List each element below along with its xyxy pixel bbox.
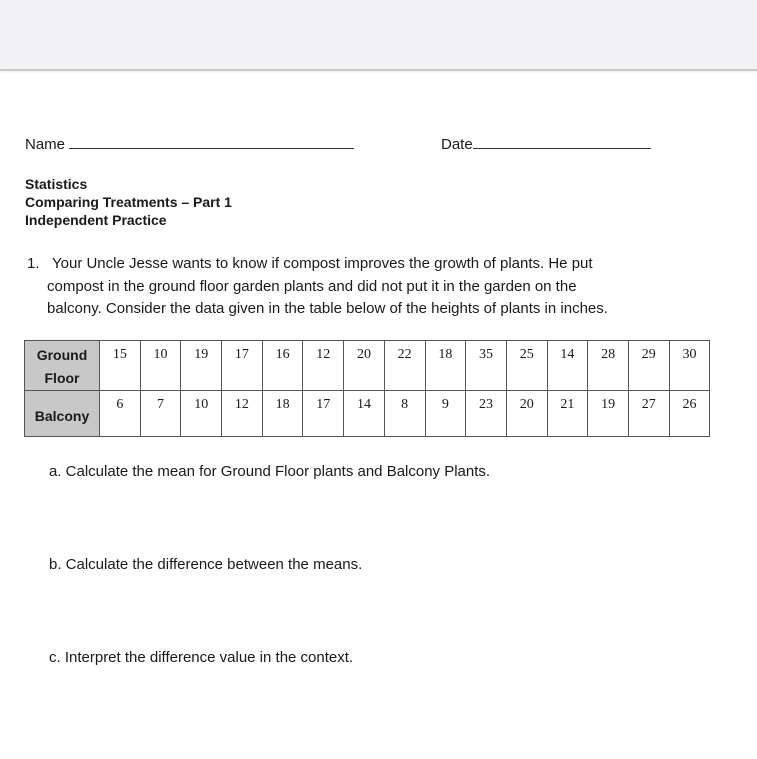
question-b: b. Calculate the difference between the means. xyxy=(49,556,363,573)
table-cell: 12 xyxy=(222,391,263,437)
table-cell: 17 xyxy=(303,391,344,437)
table-cell: 6 xyxy=(100,391,141,437)
table-cell: 9 xyxy=(425,391,466,437)
name-blank-line xyxy=(69,148,354,149)
name-label: Name xyxy=(25,136,66,153)
viewer-toolbar xyxy=(0,0,757,71)
table-cell: 35 xyxy=(466,341,507,391)
table-cell: 26 xyxy=(669,391,710,437)
table-cell: 22 xyxy=(384,341,425,391)
question-c: c. Interpret the difference value in the context. xyxy=(49,649,354,666)
table-row-balcony xyxy=(25,391,710,437)
table-cell: 10 xyxy=(140,341,181,391)
table-cell: 15 xyxy=(100,341,141,391)
date-blank-line xyxy=(473,148,651,149)
table-cell: 25 xyxy=(506,341,547,391)
name-field xyxy=(25,136,354,153)
plant-height-table xyxy=(24,340,710,437)
title-topic: Comparing Treatments – Part 1 xyxy=(25,194,232,210)
row-header-line: Balcony xyxy=(34,408,90,424)
table-cell: 14 xyxy=(344,391,385,437)
table-cell: 16 xyxy=(262,341,303,391)
title-subject: Statistics xyxy=(25,176,88,192)
table-cell: 19 xyxy=(181,341,222,391)
date-label: Date xyxy=(441,136,473,153)
problem-line-2: compost in the ground floor garden plants and did not put it in the garden on the xyxy=(47,277,577,295)
table-cell: 20 xyxy=(506,391,547,437)
table-cell: 8 xyxy=(384,391,425,437)
table-row-ground-floor xyxy=(25,341,710,391)
table-cell: 7 xyxy=(140,391,181,437)
row-header-line: Floor xyxy=(44,370,80,386)
problem-line-1: Your Uncle Jesse wants to know if compost improves the growth of plants. He put xyxy=(52,255,593,272)
table-cell: 14 xyxy=(547,341,588,391)
title-section: Independent Practice xyxy=(25,212,167,228)
table-cell: 20 xyxy=(344,341,385,391)
table-cell: 10 xyxy=(181,391,222,437)
table-cell: 29 xyxy=(628,341,669,391)
table-cell: 28 xyxy=(588,341,629,391)
table-cell: 12 xyxy=(303,341,344,391)
question-a: a. Calculate the mean for Ground Floor plants and Balcony Plants. xyxy=(49,463,491,480)
table-cell: 30 xyxy=(669,341,710,391)
table-cell: 17 xyxy=(222,341,263,391)
row-header-line: Ground xyxy=(36,347,88,363)
row-header-ground-floor xyxy=(25,341,100,391)
table-cell: 27 xyxy=(628,391,669,437)
date-field xyxy=(441,136,651,153)
table-cell: 19 xyxy=(588,391,629,437)
table-cell: 23 xyxy=(466,391,507,437)
worksheet-title xyxy=(25,175,232,229)
table-cell: 18 xyxy=(262,391,303,437)
problem-number: 1. xyxy=(27,255,40,272)
problem-line-3: balcony. Consider the data given in the table below of the heights of plants in inches. xyxy=(47,300,608,317)
row-header-balcony xyxy=(25,391,100,437)
table-cell: 21 xyxy=(547,391,588,437)
table-cell: 18 xyxy=(425,341,466,391)
